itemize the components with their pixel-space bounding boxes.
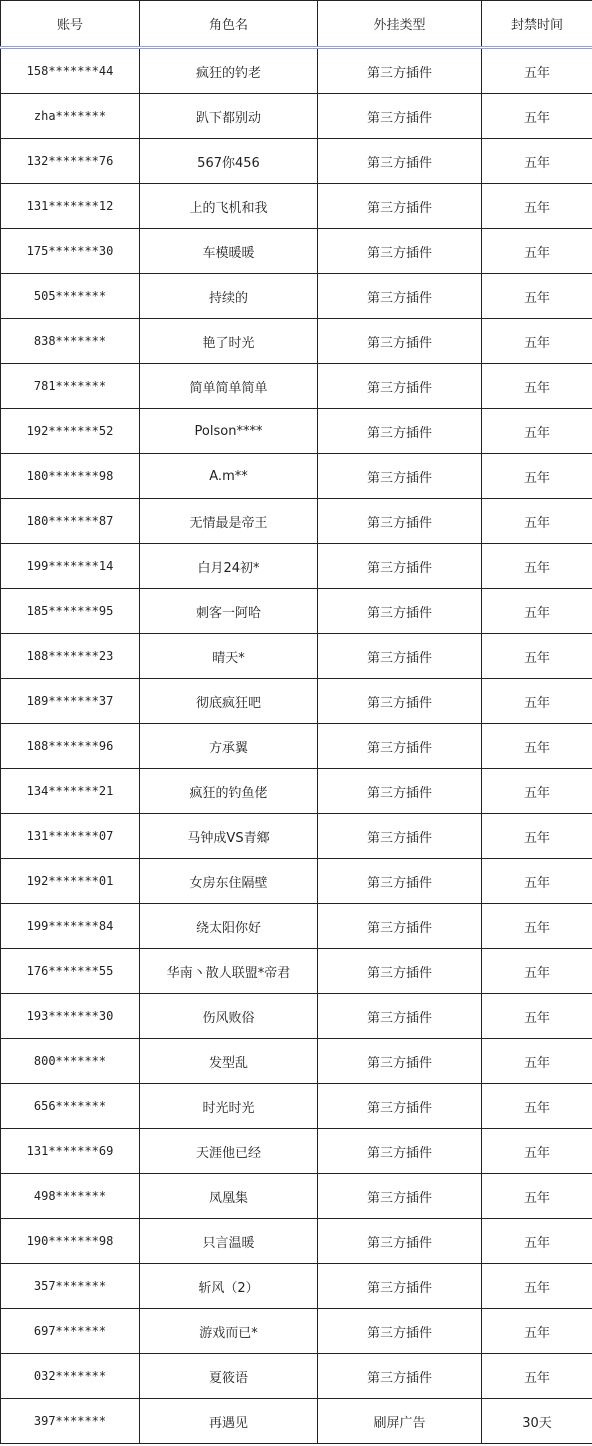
account-cell: 505*******: [1, 274, 140, 319]
table-row: [1, 994, 592, 1039]
header-cheat-type: 外挂类型: [318, 1, 482, 48]
account-cell: 176*******55: [1, 949, 140, 994]
account-cell: 180*******98: [1, 454, 140, 499]
role-name-cell: 彻底疯狂吧: [140, 679, 318, 724]
cheat-type-cell: 第三方插件: [318, 1039, 482, 1084]
cheat-type-cell: 第三方插件: [318, 94, 482, 139]
ban-duration-cell: 五年: [482, 679, 592, 724]
cheat-type-cell: 第三方插件: [318, 48, 482, 94]
cheat-type-cell: 第三方插件: [318, 184, 482, 229]
table-row: [1, 229, 592, 274]
cheat-type-cell: 第三方插件: [318, 544, 482, 589]
table-row: [1, 1174, 592, 1219]
account-cell: 134*******21: [1, 769, 140, 814]
role-name-cell: 斩风（2）: [140, 1264, 318, 1309]
account-cell: 199*******14: [1, 544, 140, 589]
cheat-type-cell: 第三方插件: [318, 634, 482, 679]
role-name-cell: 持续的: [140, 274, 318, 319]
role-name-cell: 疯狂的钓鱼佬: [140, 769, 318, 814]
ban-duration-cell: 五年: [482, 769, 592, 814]
ban-duration-cell: 五年: [482, 1309, 592, 1354]
table-row: [1, 139, 592, 184]
account-cell: 199*******84: [1, 904, 140, 949]
role-name-cell: 再遇见: [140, 1399, 318, 1444]
header-ban-duration: 封禁时间: [482, 1, 592, 48]
ban-duration-cell: 五年: [482, 229, 592, 274]
role-name-cell: Polson****: [140, 409, 318, 454]
role-name-cell: 疯狂的钓老: [140, 48, 318, 94]
table-row: [1, 1309, 592, 1354]
account-cell: 188*******23: [1, 634, 140, 679]
table-row: [1, 1399, 592, 1444]
table-row: [1, 1129, 592, 1174]
cheat-type-cell: 第三方插件: [318, 274, 482, 319]
ban-duration-cell: 30天: [482, 1399, 592, 1444]
cheat-type-cell: 第三方插件: [318, 769, 482, 814]
account-cell: 131*******69: [1, 1129, 140, 1174]
table-row: [1, 544, 592, 589]
account-cell: 132*******76: [1, 139, 140, 184]
ban-duration-cell: 五年: [482, 184, 592, 229]
cheat-type-cell: 第三方插件: [318, 904, 482, 949]
role-name-cell: A.m**: [140, 454, 318, 499]
ban-duration-cell: 五年: [482, 1354, 592, 1399]
ban-duration-cell: 五年: [482, 139, 592, 184]
ban-duration-cell: 五年: [482, 1129, 592, 1174]
role-name-cell: 凤凰集: [140, 1174, 318, 1219]
account-cell: 800*******: [1, 1039, 140, 1084]
role-name-cell: 绕太阳你好: [140, 904, 318, 949]
cheat-type-cell: 第三方插件: [318, 319, 482, 364]
role-name-cell: 简单简单简单: [140, 364, 318, 409]
role-name-cell: 华南丶散人联盟*帝君: [140, 949, 318, 994]
role-name-cell: 女房东住隔壁: [140, 859, 318, 904]
table-row: [1, 409, 592, 454]
table-row: [1, 1039, 592, 1084]
role-name-cell: 马钟成VS青鄉: [140, 814, 318, 859]
ban-duration-cell: 五年: [482, 1084, 592, 1129]
account-cell: 192*******52: [1, 409, 140, 454]
cheat-type-cell: 第三方插件: [318, 949, 482, 994]
table-row: [1, 859, 592, 904]
role-name-cell: 白月24初*: [140, 544, 318, 589]
account-cell: 192*******01: [1, 859, 140, 904]
ban-duration-cell: 五年: [482, 1264, 592, 1309]
role-name-cell: 上的飞机和我: [140, 184, 318, 229]
role-name-cell: 车模暖暖: [140, 229, 318, 274]
cheat-type-cell: 第三方插件: [318, 139, 482, 184]
ban-duration-cell: 五年: [482, 1174, 592, 1219]
role-name-cell: 趴下都别动: [140, 94, 318, 139]
account-cell: 032*******: [1, 1354, 140, 1399]
header-role-name: 角色名: [140, 1, 318, 48]
role-name-cell: 无情最是帝王: [140, 499, 318, 544]
account-cell: 397*******: [1, 1399, 140, 1444]
cheat-type-cell: 第三方插件: [318, 499, 482, 544]
cheat-type-cell: 第三方插件: [318, 1264, 482, 1309]
table-row: [1, 814, 592, 859]
cheat-type-cell: 刷屏广告: [318, 1399, 482, 1444]
table-row: [1, 904, 592, 949]
ban-duration-cell: 五年: [482, 1219, 592, 1264]
account-cell: 193*******30: [1, 994, 140, 1039]
role-name-cell: 艳了时光: [140, 319, 318, 364]
table-row: [1, 949, 592, 994]
account-cell: 131*******07: [1, 814, 140, 859]
table-row: [1, 724, 592, 769]
account-cell: 357*******: [1, 1264, 140, 1309]
table-row: [1, 94, 592, 139]
account-cell: 189*******37: [1, 679, 140, 724]
cheat-type-cell: 第三方插件: [318, 454, 482, 499]
cheat-type-cell: 第三方插件: [318, 229, 482, 274]
table-row: [1, 454, 592, 499]
ban-duration-cell: 五年: [482, 994, 592, 1039]
role-name-cell: 只言温暖: [140, 1219, 318, 1264]
cheat-type-cell: 第三方插件: [318, 1354, 482, 1399]
cheat-type-cell: 第三方插件: [318, 679, 482, 724]
ban-duration-cell: 五年: [482, 814, 592, 859]
header-row: [1, 1, 592, 48]
role-name-cell: 伤风败俗: [140, 994, 318, 1039]
ban-duration-cell: 五年: [482, 724, 592, 769]
account-cell: 188*******96: [1, 724, 140, 769]
ban-duration-cell: 五年: [482, 544, 592, 589]
header-account: 账号: [1, 1, 140, 48]
cheat-type-cell: 第三方插件: [318, 364, 482, 409]
cheat-type-cell: 第三方插件: [318, 1084, 482, 1129]
ban-duration-cell: 五年: [482, 589, 592, 634]
ban-duration-cell: 五年: [482, 949, 592, 994]
ban-duration-cell: 五年: [482, 364, 592, 409]
cheat-type-cell: 第三方插件: [318, 589, 482, 634]
table-row: [1, 319, 592, 364]
account-cell: 131*******12: [1, 184, 140, 229]
account-cell: zha*******: [1, 94, 140, 139]
table-row: [1, 499, 592, 544]
account-cell: 158*******44: [1, 48, 140, 94]
ban-duration-cell: 五年: [482, 499, 592, 544]
ban-duration-cell: 五年: [482, 904, 592, 949]
cheat-type-cell: 第三方插件: [318, 1129, 482, 1174]
account-cell: 656*******: [1, 1084, 140, 1129]
table-row: [1, 1264, 592, 1309]
account-cell: 175*******30: [1, 229, 140, 274]
table-row: [1, 1084, 592, 1129]
role-name-cell: 天涯他已经: [140, 1129, 318, 1174]
cheat-type-cell: 第三方插件: [318, 859, 482, 904]
role-name-cell: 方承翼: [140, 724, 318, 769]
ban-duration-cell: 五年: [482, 48, 592, 94]
cheat-type-cell: 第三方插件: [318, 814, 482, 859]
cheat-type-cell: 第三方插件: [318, 1309, 482, 1354]
ban-duration-cell: 五年: [482, 409, 592, 454]
role-name-cell: 游戏而已*: [140, 1309, 318, 1354]
table-row: [1, 48, 592, 94]
table-row: [1, 634, 592, 679]
role-name-cell: 时光时光: [140, 1084, 318, 1129]
role-name-cell: 刺客一阿哈: [140, 589, 318, 634]
account-cell: 498*******: [1, 1174, 140, 1219]
account-cell: 838*******: [1, 319, 140, 364]
ban-duration-cell: 五年: [482, 274, 592, 319]
cheat-type-cell: 第三方插件: [318, 994, 482, 1039]
ban-duration-cell: 五年: [482, 454, 592, 499]
ban-duration-cell: 五年: [482, 634, 592, 679]
table-row: [1, 364, 592, 409]
role-name-cell: 夏筱语: [140, 1354, 318, 1399]
table-row: [1, 1219, 592, 1264]
ban-duration-cell: 五年: [482, 1039, 592, 1084]
table-row: [1, 679, 592, 724]
account-cell: 185*******95: [1, 589, 140, 634]
account-cell: 781*******: [1, 364, 140, 409]
role-name-cell: 发型乱: [140, 1039, 318, 1084]
cheat-type-cell: 第三方插件: [318, 1219, 482, 1264]
table-row: [1, 1354, 592, 1399]
ban-duration-cell: 五年: [482, 859, 592, 904]
account-cell: 180*******87: [1, 499, 140, 544]
role-name-cell: 晴天*: [140, 634, 318, 679]
table-row: [1, 589, 592, 634]
cheat-type-cell: 第三方插件: [318, 724, 482, 769]
table-row: [1, 769, 592, 814]
table-row: [1, 274, 592, 319]
table-row: [1, 184, 592, 229]
ban-duration-cell: 五年: [482, 94, 592, 139]
ban-duration-cell: 五年: [482, 319, 592, 364]
cheat-type-cell: 第三方插件: [318, 1174, 482, 1219]
cheat-type-cell: 第三方插件: [318, 409, 482, 454]
account-cell: 190*******98: [1, 1219, 140, 1264]
role-name-cell: 567你456: [140, 139, 318, 184]
account-cell: 697*******: [1, 1309, 140, 1354]
